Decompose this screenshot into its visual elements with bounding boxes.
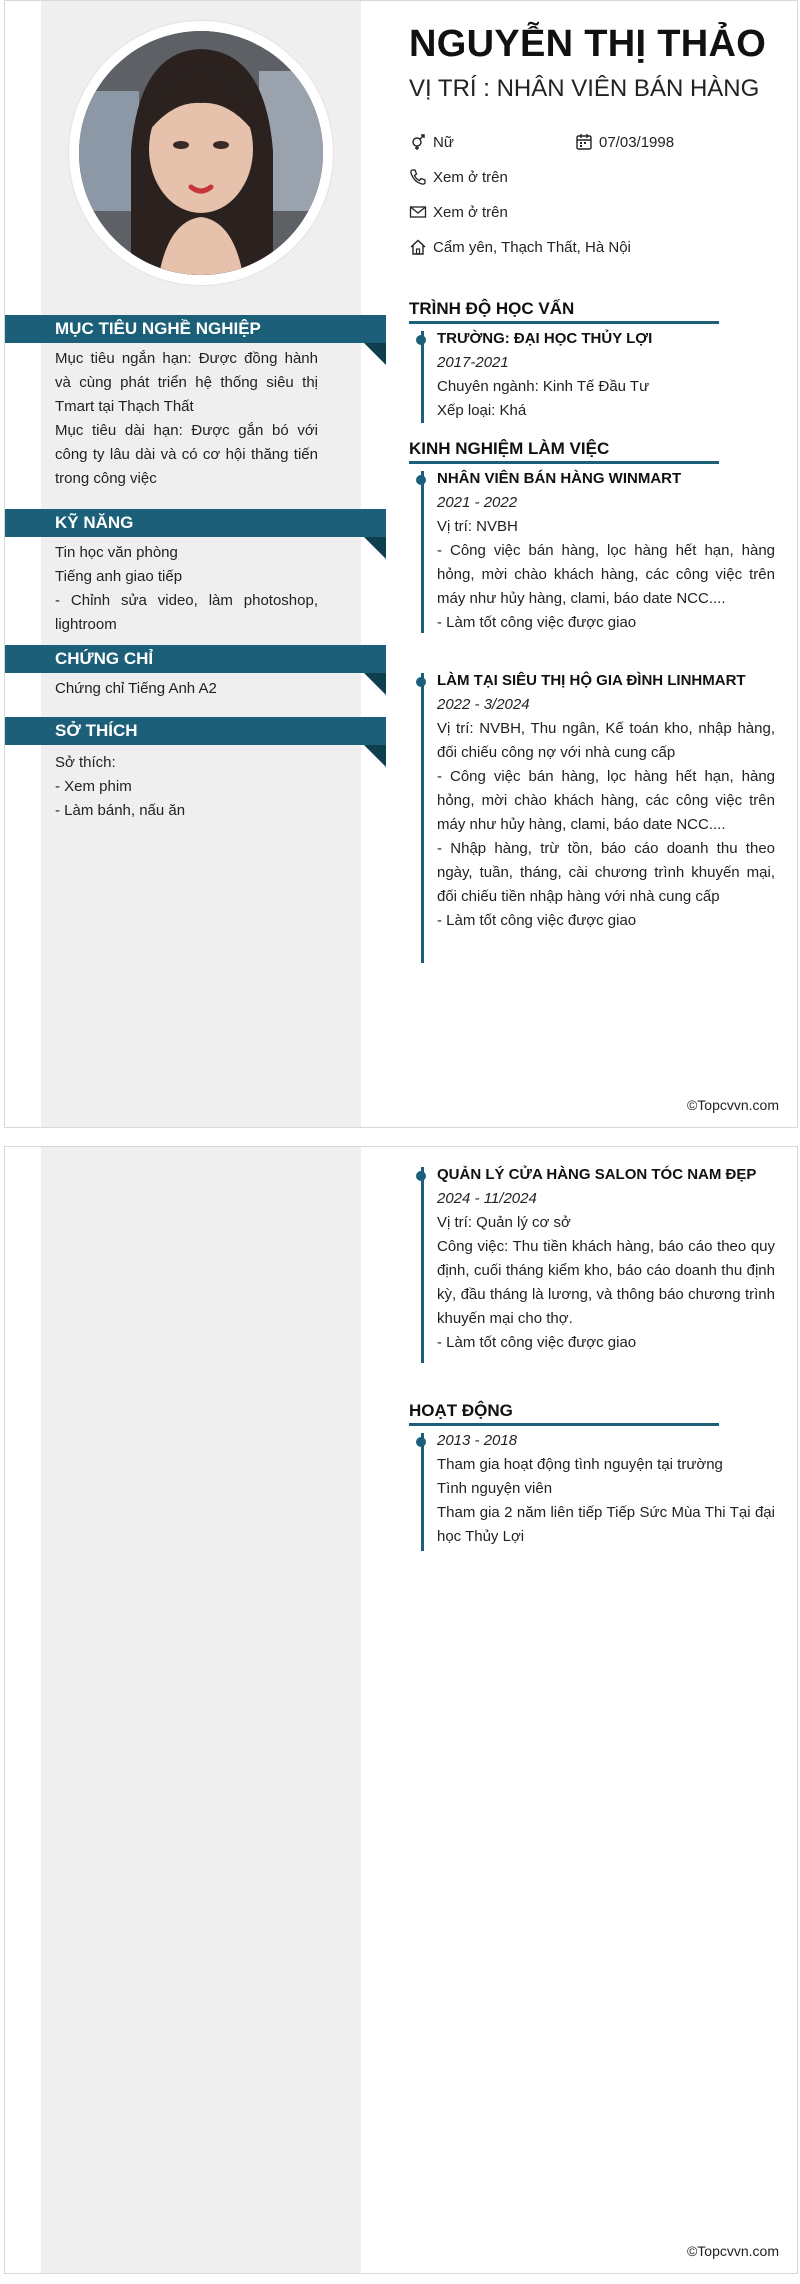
experience-line: Vị trí: NVBH bbox=[437, 518, 518, 535]
certificates-heading bbox=[5, 645, 386, 673]
certificates-body bbox=[55, 677, 318, 701]
timeline-dot bbox=[416, 677, 426, 687]
timeline-dot bbox=[416, 475, 426, 485]
skill-item: Tin học văn phòng bbox=[55, 544, 178, 561]
education-heading: TRÌNH ĐỘ HỌC VẤN bbox=[409, 299, 575, 318]
email-row bbox=[409, 203, 508, 221]
experience-date: 2021 - 2022 bbox=[437, 494, 518, 511]
activity-line: Tham gia hoạt động tình nguyện tại trường bbox=[437, 1456, 723, 1473]
job-position: VỊ TRÍ : NHÂN VIÊN BÁN HÀNG bbox=[409, 75, 760, 102]
experience-line: - Làm tốt công việc được giao bbox=[437, 912, 637, 929]
phone-value: Xem ở trên bbox=[433, 168, 508, 186]
gender-icon bbox=[409, 133, 427, 151]
objective-heading bbox=[5, 315, 386, 343]
birthday-value: 07/03/1998 bbox=[599, 133, 675, 151]
experience-line: Vị trí: NVBH, Thu ngân, Kế toán kho, nhập hàng, đối chiếu công nợ với nhà cung cấp bbox=[437, 720, 775, 761]
address-value: Cẩm yên, Thạch Thất, Hà Nội bbox=[433, 238, 631, 256]
company-name: NHÂN VIÊN BÁN HÀNG WINMART bbox=[437, 470, 682, 487]
skill-item: - Chỉnh sửa video, làm photoshop, lightroom bbox=[55, 592, 318, 633]
experience-entry bbox=[437, 467, 775, 635]
skill-item: Tiếng anh giao tiếp bbox=[55, 568, 183, 585]
cv-page-1 bbox=[4, 0, 798, 1128]
hobbies-body bbox=[55, 751, 318, 823]
experience-timeline bbox=[421, 673, 424, 963]
phone-icon bbox=[409, 168, 427, 186]
school-name: TRƯỜNG: ĐẠI HỌC THỦY LỢI bbox=[437, 330, 653, 347]
activity-entry bbox=[437, 1429, 775, 1549]
experience-line: - Làm tốt công việc được giao bbox=[437, 614, 637, 631]
activities-timeline bbox=[421, 1433, 424, 1551]
experience-entry bbox=[437, 669, 775, 933]
company-name: QUẢN LÝ CỬA HÀNG SALON TÓC NAM ĐẸP bbox=[437, 1166, 757, 1183]
experience-timeline bbox=[421, 1167, 424, 1363]
avatar bbox=[69, 21, 333, 285]
experience-line: Vị trí: Quản lý cơ sở bbox=[437, 1214, 571, 1231]
watermark: ©Topcvvn.com bbox=[686, 1097, 779, 1113]
education-date: 2017-2021 bbox=[437, 354, 509, 371]
watermark: ©Topcvvn.com bbox=[686, 2243, 779, 2259]
skills-body bbox=[55, 541, 318, 637]
objective-long-term: Mục tiêu dài hạn: Được gắn bó với công ty lâu dài và có cơ hội thăng tiến trong công việc bbox=[55, 422, 318, 487]
objective-title: MỤC TIÊU NGHỀ NGHIỆP bbox=[55, 319, 261, 338]
candidate-name: NGUYỄN THỊ THẢO bbox=[409, 23, 767, 65]
activities-underline bbox=[409, 1423, 719, 1426]
education-line: Chuyên ngành: Kinh Tế Đầu Tư bbox=[437, 378, 650, 395]
hobbies-heading bbox=[5, 717, 386, 745]
experience-date: 2024 - 11/2024 bbox=[437, 1190, 537, 1207]
gender-row bbox=[409, 133, 454, 151]
experience-timeline bbox=[421, 471, 424, 633]
activity-line: Tham gia 2 năm liên tiếp Tiếp Sức Mùa Thi Tại đại học Thủy Lợi bbox=[437, 1504, 775, 1545]
experience-line: - Công việc bán hàng, lọc hàng hết hạn, hàng hỏng, mời chào khách hàng, các công việc trên máy như hủy hàng, clami, báo date NCC.... bbox=[437, 542, 775, 607]
skills-title: KỸ NĂNG bbox=[55, 513, 134, 532]
email-value: Xem ở trên bbox=[433, 203, 508, 221]
certificate-item: Chứng chỉ Tiếng Anh A2 bbox=[55, 680, 217, 697]
certificates-title: CHỨNG CHỈ bbox=[55, 649, 154, 668]
experience-line: - Công việc bán hàng, lọc hàng hết hạn, hàng hỏng, mời chào khách hàng, các công việc trên máy như hủy hàng, clami, báo date NCC.... bbox=[437, 768, 775, 833]
skills-heading bbox=[5, 509, 386, 537]
hobby-item: Sở thích: bbox=[55, 754, 116, 771]
objective-short-term: Mục tiêu ngắn hạn: Được đồng hành và cùng phát triển hệ thống siêu thị Tmart tại Thạch Thất bbox=[55, 350, 318, 415]
address-row bbox=[409, 238, 631, 256]
objective-body bbox=[55, 347, 318, 491]
company-name: LÀM TẠI SIÊU THỊ HỘ GIA ĐÌNH LINHMART bbox=[437, 672, 746, 689]
birthday-row bbox=[575, 133, 674, 151]
experience-underline bbox=[409, 461, 719, 464]
education-underline bbox=[409, 321, 719, 324]
activities-heading: HOẠT ĐỘNG bbox=[409, 1401, 513, 1420]
experience-heading: KINH NGHIỆM LÀM VIỆC bbox=[409, 439, 610, 458]
hobbies-title: SỞ THÍCH bbox=[55, 721, 138, 740]
gender-value: Nữ bbox=[433, 133, 454, 151]
experience-line: Công việc: Thu tiền khách hàng, báo cáo theo quy định, cuối tháng kiểm kho, báo cáo doanh thu định kỳ, đầu tháng là lương, và thông báo chương trình khuyến mại cho thợ. bbox=[437, 1238, 775, 1327]
activity-date: 2013 - 2018 bbox=[437, 1432, 518, 1449]
experience-line: - Nhập hàng, trừ tồn, báo cáo doanh thu theo ngày, tuần, tháng, cài chương trình khuyến mại, đối chiếu tiền nhập hàng với nhà cung cấp bbox=[437, 840, 775, 905]
sidebar-background bbox=[41, 1147, 361, 2273]
experience-date: 2022 - 3/2024 bbox=[437, 696, 530, 713]
email-icon bbox=[409, 203, 427, 221]
hobby-item: - Làm bánh, nấu ăn bbox=[55, 802, 186, 819]
timeline-dot bbox=[416, 1171, 426, 1181]
hobby-item: - Xem phim bbox=[55, 778, 132, 795]
experience-entry bbox=[437, 1163, 775, 1355]
phone-row bbox=[409, 168, 508, 186]
timeline-dot bbox=[416, 335, 426, 345]
calendar-icon bbox=[575, 133, 593, 151]
portrait-photo bbox=[79, 31, 323, 275]
activity-line: Tình nguyện viên bbox=[437, 1480, 553, 1497]
experience-line: - Làm tốt công việc được giao bbox=[437, 1334, 637, 1351]
education-line: Xếp loại: Khá bbox=[437, 402, 527, 419]
home-icon bbox=[409, 238, 427, 256]
cv-page-2 bbox=[4, 1146, 798, 2274]
education-entry bbox=[437, 327, 775, 423]
timeline-dot bbox=[416, 1437, 426, 1447]
